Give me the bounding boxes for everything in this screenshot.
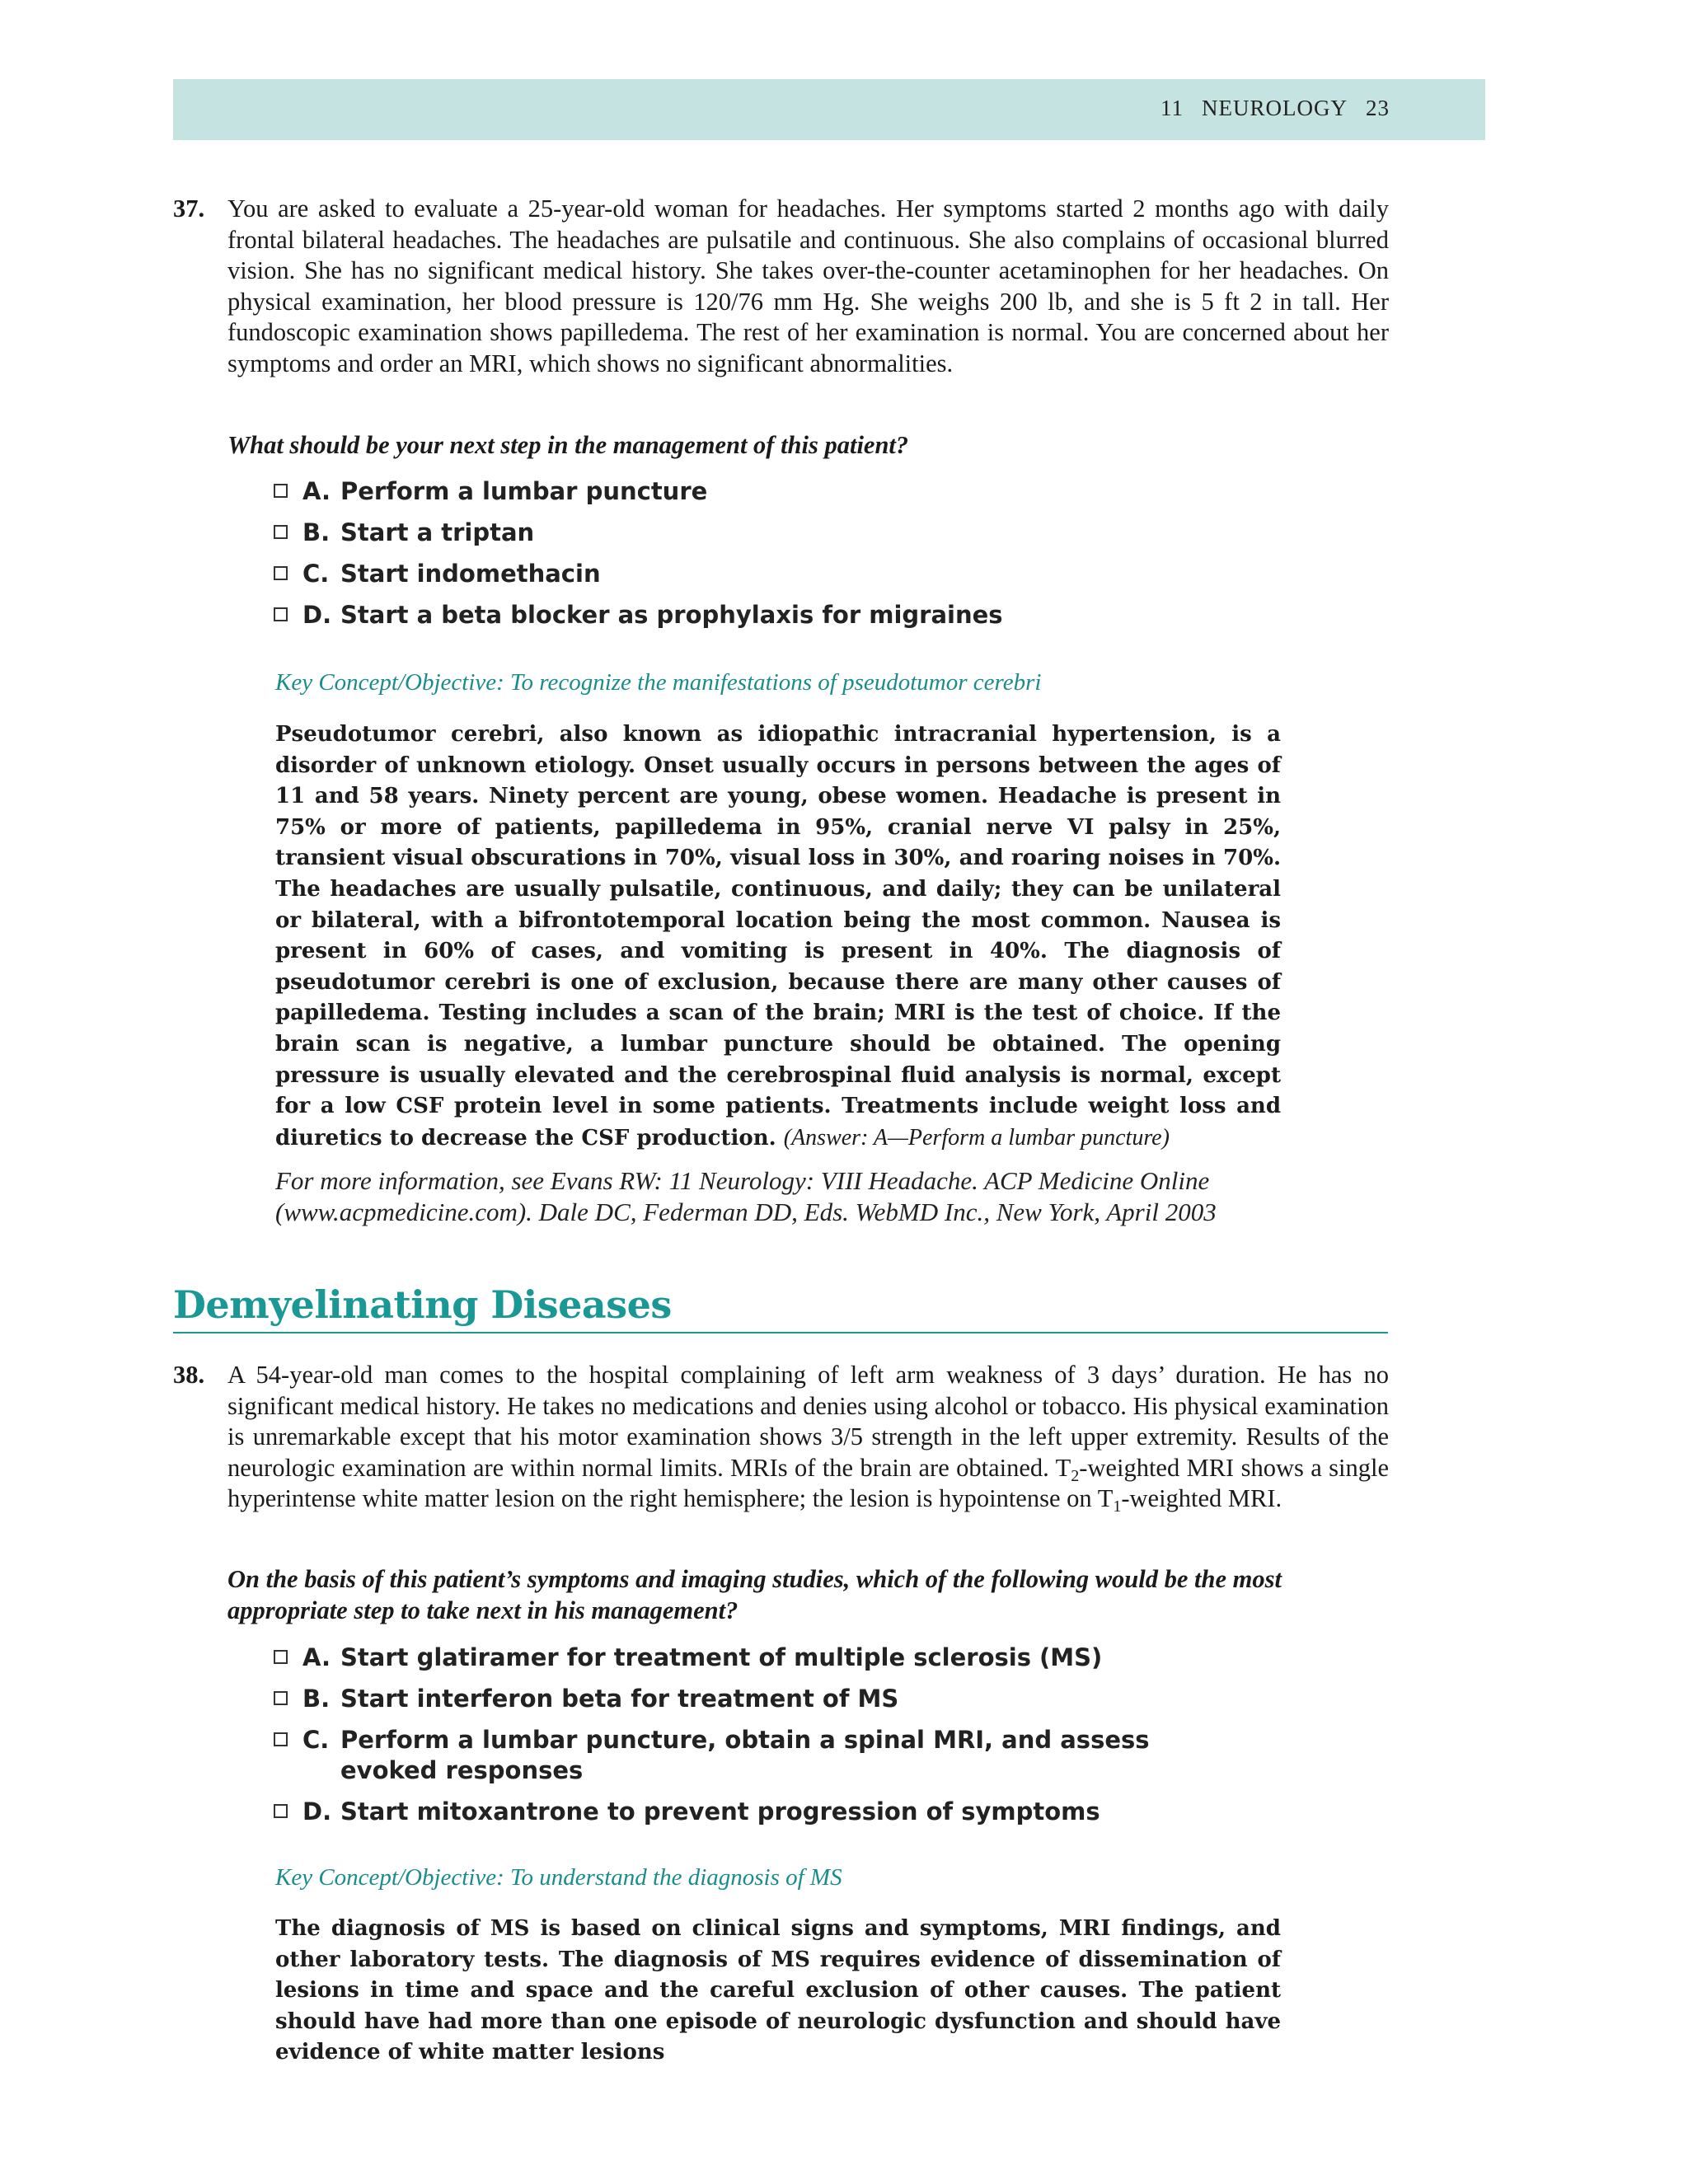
chapter-title: NEUROLOGY	[1202, 96, 1348, 120]
choice-text: Start a beta blocker as prophylaxis for migraines	[340, 601, 1003, 629]
question-38-prompt: On the basis of this patient’s symptoms and imaging studies, which of the following would be the most appropriate step to take next in his management?	[227, 1565, 1282, 1624]
choice-text: Start a triptan	[340, 518, 535, 546]
question-number: 37.	[173, 194, 205, 223]
choice-letter: C.	[302, 1726, 330, 1754]
question-37-prompt: What should be your next step in the management of this patient?	[227, 431, 909, 459]
question-number: 38.	[173, 1361, 205, 1389]
key-concept-37: Key Concept/Objective: To recognize the manifestations of pseudotumor cerebri	[275, 669, 1042, 696]
choice-letter: B.	[302, 1685, 331, 1713]
answer-text: (Answer: A—Perform a lumbar puncture)	[783, 1124, 1170, 1151]
subscript: 1	[1113, 1497, 1122, 1516]
choice-letter: B.	[302, 518, 331, 546]
checkbox-icon[interactable]	[274, 1804, 288, 1818]
reference-37: For more information, see Evans RW: 11 Neurology: VIII Headache. ACP Medicine Online (www.acpmedicine.com). Dale DC, Federman DD, Eds. WebMD Inc., New York, April 2003	[275, 1166, 1217, 1226]
checkbox-icon[interactable]	[274, 484, 288, 498]
stem-part: -weighted MRI.	[1121, 1484, 1282, 1512]
question-text: You are asked to evaluate a 25-year-old woman for headaches. Her symptoms started 2 months ago with daily frontal bilateral headaches. The headaches are pulsatile and continuous. She also complains of occasional blurred vision. She has no significant medical history. She takes over-the-counter acetaminophen for her headaches. On physical examination, her blood pressure is 120/76 mm Hg. She weighs 200 lb, and she is 5 ft 2 in tall. Her fundoscopic examination shows papilledema. The rest of her examination is normal. You are concerned about her symptoms and order an MRI, which shows no significant abnormalities.	[227, 194, 1389, 377]
choice-text: Start mitoxantrone to prevent progression of symptoms	[340, 1797, 1100, 1825]
chapter-number: 11	[1160, 96, 1184, 120]
choice-text: Start glatiramer for treatment of multiple sclerosis (MS)	[340, 1643, 1103, 1671]
choice-letter: A.	[302, 477, 331, 505]
page-number: 23	[1366, 96, 1390, 120]
choice-c[interactable]	[272, 559, 1212, 589]
choice-b[interactable]	[272, 518, 1212, 548]
key-concept-38: Key Concept/Objective: To understand the diagnosis of MS	[275, 1864, 842, 1891]
question-38-choices	[272, 1643, 1212, 1838]
explanation-38	[275, 1914, 1281, 2069]
choice-c[interactable]	[272, 1725, 1212, 1786]
choice-text: Start interferon beta for treatment of MS	[340, 1685, 899, 1713]
section-title: Demyelinating Diseases	[173, 1282, 1388, 1333]
choice-text: Perform a lumbar puncture	[340, 477, 708, 505]
checkbox-icon[interactable]	[274, 566, 288, 580]
checkbox-icon[interactable]	[274, 1691, 288, 1705]
choice-letter: D.	[302, 1797, 332, 1825]
choice-d[interactable]	[272, 600, 1212, 630]
choice-a[interactable]	[272, 1643, 1212, 1673]
stem-part: -weighted MRI shows a single hyperintense white matter lesion on the right hemisphere; the lesion is hypointense on T	[227, 1453, 1390, 1512]
checkbox-icon[interactable]	[274, 525, 288, 539]
running-header	[173, 79, 1485, 140]
choice-letter: D.	[302, 601, 332, 629]
checkbox-icon[interactable]	[274, 1732, 288, 1746]
question-37-choices	[272, 476, 1212, 641]
subscript: 2	[1071, 1466, 1080, 1485]
choice-b[interactable]	[272, 1684, 1212, 1714]
choice-letter: C.	[302, 560, 330, 588]
question-text	[227, 1360, 1389, 1515]
explanation-text: Pseudotumor cerebri, also known as idiopathic intracranial hypertension, is a disorder of unknown etiology. Onset usually occurs in persons between the ages of 11 and 58 years. Ninety percent are young, obese women. Headache is present in 75% or more of patients, papilledema in 95%, cranial nerve VI palsy in 25%, transient visual obscurations in 70%, visual loss in 30%, and roaring noises in 70%. The headaches are usually pulsatile, continuous, and daily; they can be unilateral or bilateral, with a bifrontotemporal location being the most common. Nausea is present in 60% of cases, and vomiting is present in 40%. The diagnosis of pseudotumor cerebri is one of exclusion, because there are many other causes of papilledema. Testing includes a scan of the brain; MRI is the test of choice. If the brain scan is negative, a lumbar puncture should be obtained. The opening pressure is usually elevated and the cerebrospinal fluid analysis is normal, except for a low CSF protein level in some patients. Treatments include weight loss and diuretics to decrease the CSF production.	[275, 722, 1281, 1151]
question-37-stem	[173, 194, 1389, 379]
explanation-37	[275, 719, 1281, 1154]
choice-letter: A.	[302, 1643, 331, 1671]
checkbox-icon[interactable]	[274, 607, 288, 621]
stem-part: A 54-year-old man comes to the hospital complaining of left arm weakness of 3 days’ duration. He has no significant medical history. He takes no medications and denies using alcohol or tobacco. His physical examination is unremarkable except that his motor examination shows 3/5 strength in the left upper extremity. Results of the neurologic examination are within normal limits. MRIs of the brain are obtained. T	[227, 1361, 1389, 1482]
choice-text: Perform a lumbar puncture, obtain a spinal MRI, and assess evoked responses	[340, 1726, 1150, 1784]
choice-a[interactable]	[272, 476, 1212, 507]
explanation-text: The diagnosis of MS is based on clinical signs and symptoms, MRI findings, and other laboratory tests. The diagnosis of MS requires evidence of dissemination of lesions in time and space and the careful exclusion of other causes. The patient should have had more than one episode of neurologic dysfunction and should have evidence of white matter lesions	[275, 1916, 1281, 2065]
question-38-stem	[173, 1360, 1389, 1515]
header-text	[1142, 96, 1390, 121]
checkbox-icon[interactable]	[274, 1650, 288, 1664]
choice-text: Start indomethacin	[340, 560, 601, 588]
choice-d[interactable]	[272, 1797, 1212, 1827]
